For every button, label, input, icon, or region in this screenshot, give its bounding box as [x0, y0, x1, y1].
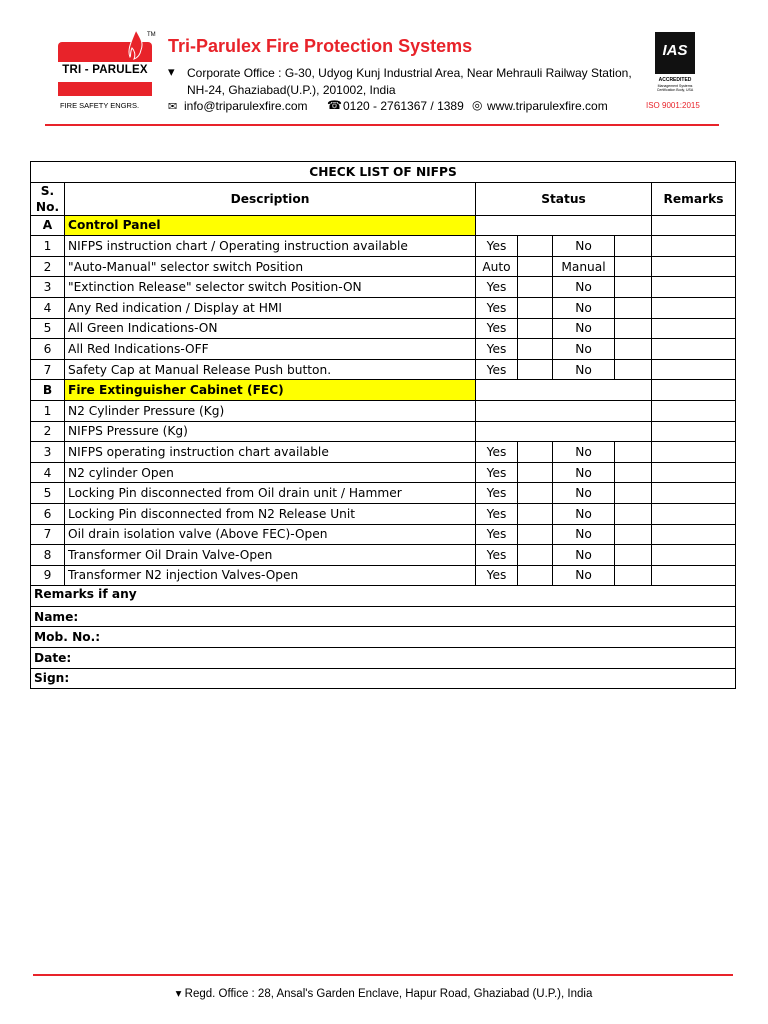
row-description: Oil drain isolation valve (Above FEC)-Open — [65, 524, 476, 545]
option-2-checkbox[interactable] — [615, 442, 652, 463]
remarks-cell[interactable] — [652, 236, 736, 257]
ias-certification-logo — [655, 32, 695, 74]
remarks-cell[interactable] — [652, 277, 736, 298]
option-1-checkbox[interactable] — [518, 297, 553, 318]
ias-logo-text: IAS — [662, 42, 688, 59]
option-2-label: No — [553, 277, 615, 298]
row-description: Safety Cap at Manual Release Push button. — [65, 359, 476, 380]
name-field[interactable] — [31, 606, 736, 627]
col-header-sno: S. No. — [31, 182, 65, 215]
remarks-cell[interactable] — [652, 318, 736, 339]
name-row — [31, 606, 736, 627]
table-row — [31, 318, 736, 339]
section-id: B — [31, 380, 65, 401]
option-1-checkbox[interactable] — [518, 565, 553, 586]
row-number: 9 — [31, 565, 65, 586]
option-2-checkbox[interactable] — [615, 318, 652, 339]
section-status-blank — [476, 215, 652, 236]
row-number: 2 — [31, 421, 65, 442]
option-2-label: No — [553, 483, 615, 504]
row-number: 5 — [31, 318, 65, 339]
table-row — [31, 421, 736, 442]
table-row — [31, 545, 736, 566]
option-1-checkbox[interactable] — [518, 318, 553, 339]
header-divider — [45, 124, 719, 126]
option-2-label: No — [553, 359, 615, 380]
row-description: NIFPS operating instruction chart available — [65, 442, 476, 463]
option-2-checkbox[interactable] — [615, 524, 652, 545]
column-header-row — [31, 182, 736, 215]
option-1-label: Yes — [476, 565, 518, 586]
option-2-checkbox[interactable] — [615, 297, 652, 318]
company-name: Tri-Parulex Fire Protection Systems — [168, 36, 473, 56]
row-description: All Green Indications-ON — [65, 318, 476, 339]
row-description: NIFPS Pressure (Kg) — [65, 421, 476, 442]
option-2-checkbox[interactable] — [615, 503, 652, 524]
option-1-checkbox[interactable] — [518, 256, 553, 277]
checklist-table — [30, 161, 736, 689]
option-2-label: No — [553, 318, 615, 339]
accredited-label: ACCREDITED — [658, 77, 692, 83]
row-number: 3 — [31, 442, 65, 463]
footer-address — [0, 986, 768, 1000]
website-link[interactable]: www.triparulexfire.com — [487, 99, 608, 113]
location-pin-icon: ▾ — [168, 65, 175, 80]
logo-trademark: TM — [147, 32, 156, 38]
value-entry-cell[interactable] — [476, 421, 652, 442]
sign-field[interactable] — [31, 668, 736, 689]
option-1-label: Yes — [476, 524, 518, 545]
option-1-checkbox[interactable] — [518, 524, 553, 545]
option-1-label: Yes — [476, 339, 518, 360]
row-description: All Red Indications-OFF — [65, 339, 476, 360]
row-number: 7 — [31, 524, 65, 545]
section-row-fire-extinguisher-cabinet — [31, 380, 736, 401]
row-number: 3 — [31, 277, 65, 298]
row-description: "Extinction Release" selector switch Position-ON — [65, 277, 476, 298]
section-title: Fire Extinguisher Cabinet (FEC) — [65, 380, 476, 401]
option-2-checkbox[interactable] — [615, 236, 652, 257]
remarks-cell[interactable] — [652, 421, 736, 442]
option-2-label: No — [553, 339, 615, 360]
option-2-label: No — [553, 442, 615, 463]
option-2-checkbox[interactable] — [615, 483, 652, 504]
option-2-label: No — [553, 524, 615, 545]
flame-icon — [128, 30, 144, 60]
section-row-control-panel — [31, 215, 736, 236]
section-title: Control Panel — [65, 215, 476, 236]
option-1-label: Yes — [476, 503, 518, 524]
col-header-description: Description — [65, 182, 476, 215]
table-row — [31, 503, 736, 524]
option-1-checkbox[interactable] — [518, 359, 553, 380]
remarks-cell[interactable] — [652, 442, 736, 463]
mobile-label: Mob. No.: — [34, 630, 101, 645]
option-1-label: Yes — [476, 359, 518, 380]
row-description: Any Red indication / Display at HMI — [65, 297, 476, 318]
corporate-address-line2: NH-24, Ghaziabad(U.P.), 201002, India — [187, 83, 396, 97]
option-2-checkbox[interactable] — [615, 545, 652, 566]
option-2-checkbox[interactable] — [615, 359, 652, 380]
option-2-label: No — [553, 565, 615, 586]
option-1-checkbox[interactable] — [518, 442, 553, 463]
row-number: 7 — [31, 359, 65, 380]
remarks-cell[interactable] — [652, 339, 736, 360]
row-number: 6 — [31, 339, 65, 360]
table-row — [31, 277, 736, 298]
logo-text: TRI - PARULEX — [62, 64, 148, 76]
phone-number: 0120 - 2761367 / 1389 — [343, 99, 464, 113]
mobile-row — [31, 627, 736, 648]
row-description: "Auto-Manual" selector switch Position — [65, 256, 476, 277]
section-status-blank — [476, 380, 652, 401]
option-2-label: No — [553, 297, 615, 318]
remarks-cell[interactable] — [652, 503, 736, 524]
row-description: N2 Cylinder Pressure (Kg) — [65, 400, 476, 421]
mail-icon: ✉ — [168, 100, 178, 113]
phone-icon: ☎ — [327, 98, 342, 112]
remarks-cell[interactable] — [652, 565, 736, 586]
col-header-status: Status — [476, 182, 652, 215]
table-row — [31, 359, 736, 380]
table-row — [31, 297, 736, 318]
remarks-label: Remarks if any — [34, 587, 137, 602]
checklist-title-row — [31, 162, 736, 183]
footer-divider — [33, 974, 733, 976]
section-remarks-blank — [652, 215, 736, 236]
table-row — [31, 483, 736, 504]
option-2-label: No — [553, 545, 615, 566]
remarks-cell[interactable] — [652, 524, 736, 545]
option-1-checkbox[interactable] — [518, 462, 553, 483]
option-1-checkbox[interactable] — [518, 339, 553, 360]
remarks-cell[interactable] — [652, 359, 736, 380]
date-row — [31, 648, 736, 669]
registered-office-address: Regd. Office : 28, Ansal's Garden Enclave, Hapur Road, Ghaziabad (U.P.), India — [184, 988, 593, 1000]
value-entry-cell[interactable] — [476, 400, 652, 421]
row-description: NIFPS instruction chart / Operating instruction available — [65, 236, 476, 257]
option-1-label: Yes — [476, 277, 518, 298]
row-description: Transformer N2 injection Valves-Open — [65, 565, 476, 586]
option-1-checkbox[interactable] — [518, 483, 553, 504]
option-2-checkbox[interactable] — [615, 256, 652, 277]
checklist-title: CHECK LIST OF NIFPS — [31, 162, 736, 183]
corporate-address-line1: Corporate Office : G-30, Udyog Kunj Industrial Area, Near Mehrauli Railway Station, — [187, 66, 632, 80]
row-number: 8 — [31, 545, 65, 566]
option-2-checkbox[interactable] — [615, 565, 652, 586]
option-1-label: Yes — [476, 318, 518, 339]
option-1-label: Yes — [476, 236, 518, 257]
option-1-checkbox[interactable] — [518, 277, 553, 298]
remarks-row — [31, 586, 736, 607]
option-1-label: Auto — [476, 256, 518, 277]
option-2-label: No — [553, 462, 615, 483]
row-number: 6 — [31, 503, 65, 524]
table-row — [31, 524, 736, 545]
row-description: N2 cylinder Open — [65, 462, 476, 483]
row-description: Transformer Oil Drain Valve-Open — [65, 545, 476, 566]
option-2-label: No — [553, 503, 615, 524]
option-2-label: Manual — [553, 256, 615, 277]
option-1-label: Yes — [476, 483, 518, 504]
option-1-label: Yes — [476, 442, 518, 463]
email-link[interactable]: info@triparulexfire.com — [184, 99, 308, 113]
table-row — [31, 565, 736, 586]
date-field[interactable] — [31, 648, 736, 669]
row-number: 4 — [31, 297, 65, 318]
option-1-label: Yes — [476, 462, 518, 483]
row-number: 1 — [31, 400, 65, 421]
option-1-checkbox[interactable] — [518, 545, 553, 566]
table-row — [31, 442, 736, 463]
option-1-checkbox[interactable] — [518, 503, 553, 524]
remarks-cell[interactable] — [652, 545, 736, 566]
row-number: 4 — [31, 462, 65, 483]
table-row — [31, 400, 736, 421]
mobile-field[interactable] — [31, 627, 736, 648]
remarks-field[interactable] — [31, 586, 736, 607]
option-1-label: Yes — [476, 545, 518, 566]
remarks-cell[interactable] — [652, 400, 736, 421]
row-number: 1 — [31, 236, 65, 257]
option-1-label: Yes — [476, 297, 518, 318]
row-number: 5 — [31, 483, 65, 504]
remarks-cell[interactable] — [652, 256, 736, 277]
sign-label: Sign: — [34, 671, 70, 686]
globe-icon: ◎ — [472, 98, 483, 112]
col-header-remarks: Remarks — [652, 182, 736, 215]
row-description: Locking Pin disconnected from Oil drain unit / Hammer — [65, 483, 476, 504]
section-id: A — [31, 215, 65, 236]
table-row — [31, 256, 736, 277]
table-row — [31, 462, 736, 483]
remarks-cell[interactable] — [652, 462, 736, 483]
location-pin-icon: ▾ — [175, 988, 182, 1000]
table-row — [31, 339, 736, 360]
section-remarks-blank — [652, 380, 736, 401]
sign-row — [31, 668, 736, 689]
option-2-checkbox[interactable] — [615, 339, 652, 360]
table-row — [31, 236, 736, 257]
option-2-label: No — [553, 236, 615, 257]
date-label: Date: — [34, 650, 72, 665]
name-label: Name: — [34, 609, 79, 624]
option-2-checkbox[interactable] — [615, 462, 652, 483]
remarks-cell[interactable] — [652, 483, 736, 504]
iso-certification: ISO 9001:2015 — [646, 101, 700, 110]
option-1-checkbox[interactable] — [518, 236, 553, 257]
row-number: 2 — [31, 256, 65, 277]
option-2-checkbox[interactable] — [615, 277, 652, 298]
row-description: Locking Pin disconnected from N2 Release Unit — [65, 503, 476, 524]
accredited-sublabel: Management Systems Certification Body, USA — [656, 84, 694, 92]
remarks-cell[interactable] — [652, 297, 736, 318]
logo-subtitle: FIRE SAFETY ENGRS. — [60, 101, 140, 110]
